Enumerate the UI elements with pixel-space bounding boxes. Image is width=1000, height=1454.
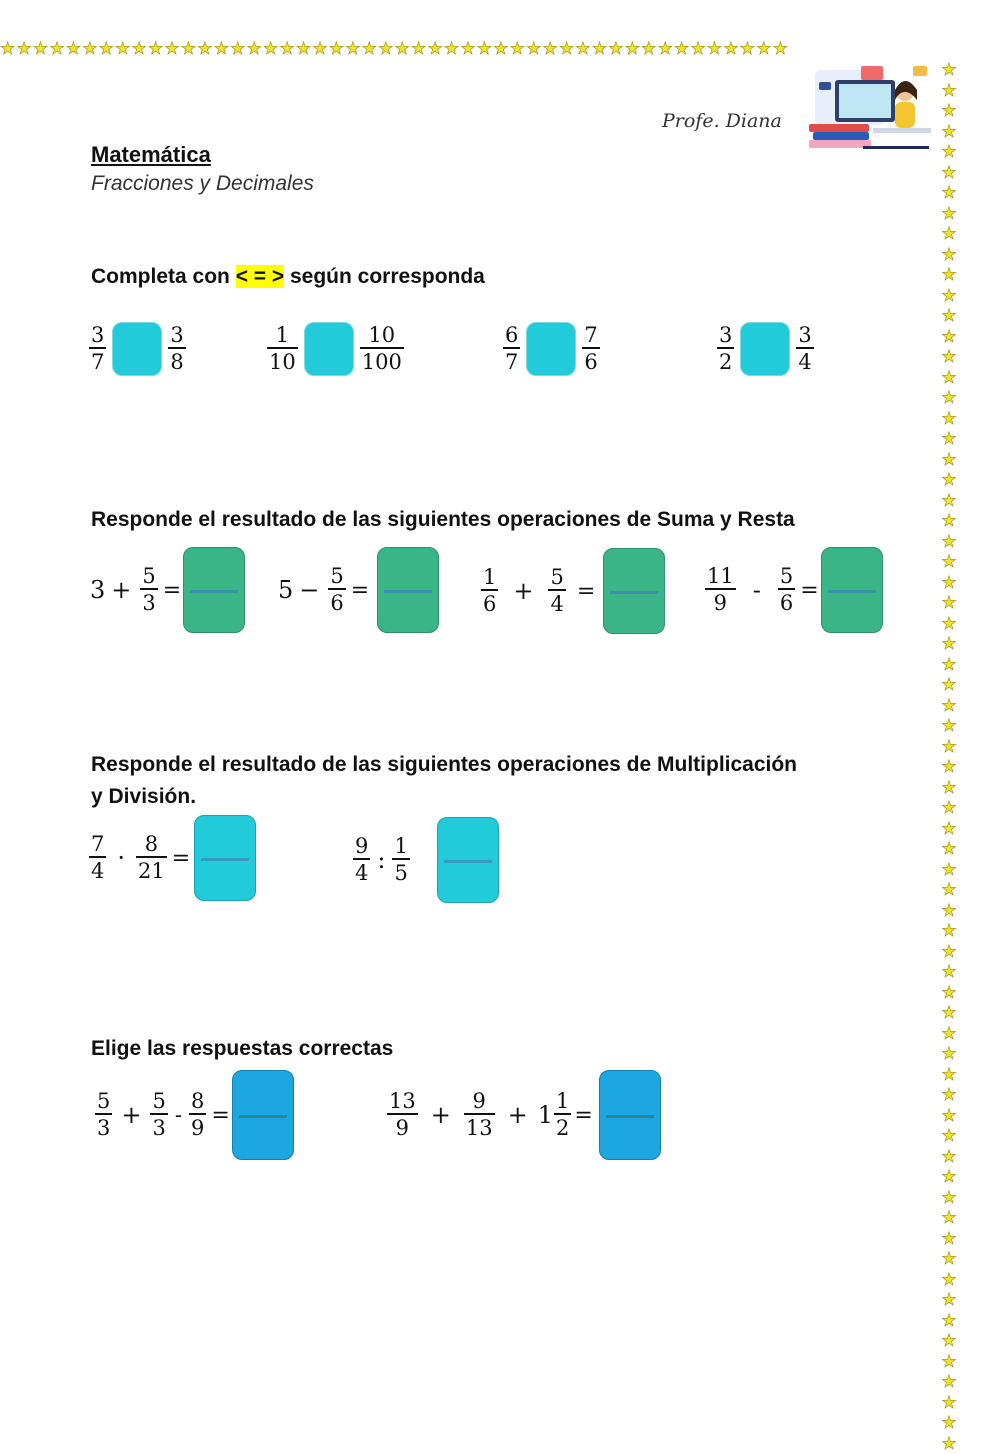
page-title: Matemática [91, 142, 211, 167]
answer-choice-box[interactable] [232, 1070, 294, 1160]
fraction: $\frac{3}{7}$ [91, 323, 105, 374]
compare-exercise-4 [714, 322, 817, 376]
page-subtitle: Fracciones y Decimales [91, 172, 314, 195]
section4-heading: Elige las respuestas correctas [91, 1037, 394, 1060]
fraction: $\frac{3}{2}$ [719, 323, 733, 374]
comparison-answer-box[interactable] [112, 322, 162, 376]
choice-exercise-1: $\frac{5}{3}$ + $\frac{5}{3}$ - $\frac{8}{9}$ = [92, 1070, 294, 1160]
subtraction-exercise-1: 5 − $\frac{5}{6}$ = [278, 547, 439, 633]
fraction: $\frac{5}{3}$ [142, 564, 156, 615]
compare-exercise-2 [264, 322, 407, 376]
answer-input-box[interactable] [437, 817, 499, 903]
fraction: $\frac{5}{6}$ [779, 564, 794, 615]
fraction: $\frac{9}{4}$ [355, 834, 369, 885]
division-exercise: $\frac{9}{4}$ : $\frac{1}{5}$ [350, 817, 499, 903]
star-border-top: ★★★★★★★★★★★★★★★★★★★★★★★★★★★★★★★★★★★★★★★★★★★★★★★★ [0, 39, 790, 59]
author-signature: Profe. Diana [662, 110, 782, 132]
fraction: $\frac{8}{9}$ [190, 1089, 205, 1140]
fraction: $\frac{13}{9}$ [389, 1089, 416, 1140]
section2-heading: Responde el resultado de las siguientes operaciones de Suma y Resta [91, 508, 795, 531]
fraction: $\frac{10}{100}$ [361, 323, 402, 374]
star-border-right: ★★★★★★★★★★★★★★★★★★★★★★★★★★★★★★★★★★★★★★★★★★★★★★★★★★★★★★★★★★★★★★★★★★★★ [941, 60, 957, 1454]
answer-input-box[interactable] [194, 815, 256, 901]
answer-input-box[interactable] [183, 547, 245, 633]
teacher-at-computer-icon [805, 62, 933, 154]
section3-heading-line1: Responde el resultado de las siguientes operaciones de Multiplicación [91, 753, 798, 776]
answer-choice-box[interactable] [599, 1070, 661, 1160]
fraction: $\frac{11}{9}$ [707, 564, 734, 615]
fraction: $\frac{3}{4}$ [798, 323, 812, 374]
sum-exercise-2: $\frac{1}{6}$ + $\frac{5}{4}$ = [478, 548, 665, 634]
fraction: $\frac{3}{8}$ [170, 323, 184, 374]
answer-input-box[interactable] [821, 547, 883, 633]
fraction: $\frac{9}{13}$ [465, 1089, 493, 1140]
fraction: $\frac{5}{3}$ [152, 1089, 166, 1140]
fraction: $\frac{8}{21}$ [138, 832, 165, 883]
comparison-answer-box[interactable] [304, 322, 354, 376]
fraction: $\frac{6}{7}$ [505, 323, 519, 374]
fraction: $\frac{1}{6}$ [483, 565, 497, 616]
comparison-answer-box[interactable] [526, 322, 576, 376]
section3-heading-line2: y División. [91, 785, 197, 808]
fraction: $\frac{1}{10}$ [269, 323, 296, 374]
comparison-symbols-highlight: < = > [235, 265, 285, 288]
fraction: $\frac{5}{6}$ [330, 564, 344, 615]
fraction: $\frac{7}{4}$ [91, 832, 105, 883]
fraction: $\frac{1}{2}$ [555, 1089, 570, 1140]
subtraction-exercise-2: $\frac{11}{9}$ - $\frac{5}{6}$ = [702, 547, 883, 633]
fraction: $\frac{5}{3}$ [97, 1089, 111, 1140]
section1-heading: Completa con < = > según corresponda [91, 265, 485, 288]
compare-exercise-1 [86, 322, 189, 376]
multiplication-exercise: $\frac{7}{4}$ · $\frac{8}{21}$ = [86, 815, 256, 901]
choice-exercise-2: $\frac{13}{9}$ + $\frac{9}{13}$ + 1 $\frac{1}{2}$ = [384, 1070, 661, 1160]
sum-exercise-1: 3 + $\frac{5}{3}$ = [90, 547, 245, 633]
compare-exercise-3 [500, 322, 603, 376]
fraction: $\frac{5}{4}$ [550, 565, 564, 616]
comparison-answer-box[interactable] [740, 322, 790, 376]
answer-input-box[interactable] [603, 548, 665, 634]
answer-input-box[interactable] [377, 547, 439, 633]
fraction: $\frac{7}{6}$ [584, 323, 598, 374]
fraction: $\frac{1}{5}$ [394, 834, 408, 885]
